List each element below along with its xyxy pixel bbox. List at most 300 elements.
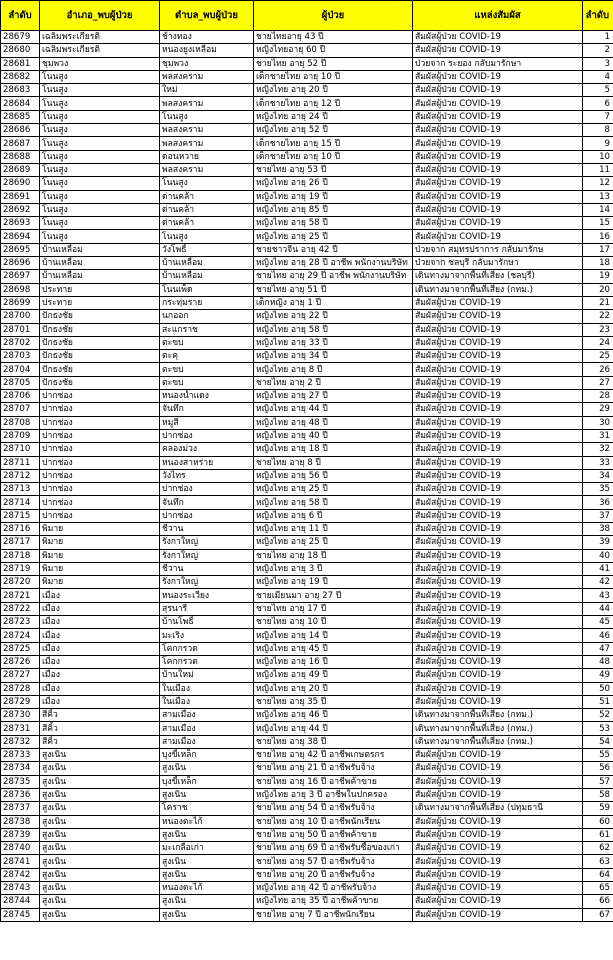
table-row [1,522,613,535]
table-row [1,709,613,722]
cell-source: เดินทางมาจากพื้นที่เสี่ยง (กทม.) [413,722,583,735]
cell-patient: เด็กหญิง อายุ 1 ปี [254,296,413,309]
cell-patient: หญิงไทย อายุ 26 ปี [254,177,413,190]
cell-district: โนนสูง [40,137,160,150]
table-row [1,775,613,788]
cell-patient: เด็กชายไทย อายุ 12 ปี [254,97,413,110]
cell-source: สัมผัสผู้ป่วย COVID-19 [413,403,583,416]
header-order: ลำดับ [583,1,613,31]
cell-subdistrict: รังกาใหญ่ [160,549,254,562]
cell-subdistrict: ใหม่ [160,84,254,97]
cell-source: สัมผัสผู้ป่วย COVID-19 [413,163,583,176]
cell-patient: หญิงไทย อายุ 19 ปี [254,190,413,203]
cell-patient: ชายไทย อายุ 51 ปี [254,283,413,296]
cell-district: สูงเนิน [40,895,160,908]
cell-patient: ชายไทย อายุ 69 ปี อาชีพรับซื้อของเก่า [254,842,413,855]
cell-source: สัมผัสผู้ป่วย COVID-19 [413,855,583,868]
table-body [1,31,613,922]
table-row [1,57,613,70]
cell-patient: หญิงไทย อายุ 58 ปี [254,217,413,230]
cell-case-no: 28744 [1,895,40,908]
cell-order: 26 [583,363,613,376]
cell-subdistrict: สุรนารี [160,602,254,615]
cell-case-no: 28734 [1,762,40,775]
cell-case-no: 28738 [1,815,40,828]
cell-case-no: 28727 [1,669,40,682]
cell-order: 4 [583,70,613,83]
cell-source: สัมผัสผู้ป่วย COVID-19 [413,762,583,775]
cell-case-no: 28719 [1,562,40,575]
cell-order: 47 [583,642,613,655]
cell-case-no: 28696 [1,257,40,270]
cell-case-no: 28703 [1,350,40,363]
cell-district: บ้านเหลื่อม [40,243,160,256]
cell-patient: หญิงไทย อายุ 42 ปี อาชีพรับจ้าง [254,882,413,895]
cell-source: สัมผัสผู้ป่วย COVID-19 [413,469,583,482]
cell-district: ปากช่อง [40,443,160,456]
cell-source: เดินทางมาจากพื้นที่เสี่ยง (กทม.) [413,735,583,748]
cell-patient: หญิงไทยอายุ 60 ปี [254,44,413,57]
table-row [1,217,613,230]
cell-district: โนนสูง [40,163,160,176]
cell-case-no: 28697 [1,270,40,283]
cell-source: เดินทางมาจากพื้นที่เสี่ยง (กทม.) [413,709,583,722]
cell-source: สัมผัสผู้ป่วย COVID-19 [413,124,583,137]
cell-subdistrict: สามเมือง [160,709,254,722]
cell-order: 3 [583,57,613,70]
cell-patient: ชายไทย อายุ 10 ปี อาชีพนักเรียน [254,815,413,828]
cell-patient: ชายไทย อายุ 21 ปี อาชีพรับจ้าง [254,762,413,775]
cell-case-no: 28701 [1,323,40,336]
cell-case-no: 28725 [1,642,40,655]
cell-case-no: 28704 [1,363,40,376]
cell-order: 53 [583,722,613,735]
cell-subdistrict: ด่านคล้า [160,217,254,230]
cell-source: สัมผัสผู้ป่วย COVID-19 [413,310,583,323]
cell-patient: หญิงไทย อายุ 19 ปี [254,576,413,589]
cell-patient: ชายไทย อายุ 54 ปี อาชีพรับจ้าง [254,802,413,815]
cell-subdistrict: หนองระเวียง [160,589,254,602]
cell-source: สัมผัสผู้ป่วย COVID-19 [413,496,583,509]
cell-order: 63 [583,855,613,868]
cell-patient: หญิงไทย อายุ 44 ปี [254,403,413,416]
cell-order: 39 [583,536,613,549]
cell-patient: หญิงไทย อายุ 8 ปี [254,363,413,376]
cell-case-no: 28731 [1,722,40,735]
cell-order: 14 [583,203,613,216]
table-row [1,70,613,83]
cell-district: บ้านเหลื่อม [40,257,160,270]
table-row [1,655,613,668]
cell-patient: ชายไทย อายุ 10 ปี [254,616,413,629]
cell-source: สัมผัสผู้ป่วย COVID-19 [413,536,583,549]
cell-patient: หญิงไทย อายุ 6 ปี [254,509,413,522]
cell-subdistrict: กระทุ่มราย [160,296,254,309]
cell-order: 10 [583,150,613,163]
cell-order: 61 [583,828,613,841]
cell-district: เมือง [40,602,160,615]
cell-order: 34 [583,469,613,482]
cell-district: สูงเนิน [40,749,160,762]
cell-subdistrict: พลสงคราม [160,97,254,110]
table-row [1,296,613,309]
cell-source: สัมผัสผู้ป่วย COVID-19 [413,97,583,110]
cell-order: 17 [583,243,613,256]
cell-source: สัมผัสผู้ป่วย COVID-19 [413,110,583,123]
cell-case-no: 28684 [1,97,40,110]
cell-order: 1 [583,31,613,44]
cell-district: สูงเนิน [40,908,160,921]
cell-case-no: 28685 [1,110,40,123]
cell-case-no: 28711 [1,456,40,469]
cell-order: 52 [583,709,613,722]
cell-district: ปักธงชัย [40,363,160,376]
table-row [1,469,613,482]
cell-case-no: 28721 [1,589,40,602]
cell-patient: หญิงไทย อายุ 33 ปี [254,336,413,349]
table-row [1,257,613,270]
table-row [1,642,613,655]
cell-patient: หญิงไทย อายุ 46 ปี [254,709,413,722]
cell-subdistrict: สูงเนิน [160,855,254,868]
cell-source: สัมผัสผู้ป่วย COVID-19 [413,177,583,190]
cell-patient: ชายเมียนมา อายุ 27 ปี [254,589,413,602]
table-row [1,230,613,243]
cell-case-no: 28699 [1,296,40,309]
cell-patient: หญิงไทย อายุ 56 ปี [254,469,413,482]
cell-order: 13 [583,190,613,203]
table-row [1,496,613,509]
cell-source: สัมผัสผู้ป่วย COVID-19 [413,655,583,668]
cell-district: เมือง [40,669,160,682]
cell-source: สัมผัสผู้ป่วย COVID-19 [413,576,583,589]
cell-source: สัมผัสผู้ป่วย COVID-19 [413,895,583,908]
cell-order: 60 [583,815,613,828]
cell-subdistrict: มะเกลือเก่า [160,842,254,855]
cell-source: สัมผัสผู้ป่วย COVID-19 [413,70,583,83]
table-row [1,788,613,801]
cell-order: 28 [583,390,613,403]
cell-case-no: 28715 [1,509,40,522]
cell-district: ปากช่อง [40,416,160,429]
table-row [1,110,613,123]
cell-case-no: 28718 [1,549,40,562]
cell-case-no: 28698 [1,283,40,296]
cell-subdistrict: สูงเนิน [160,788,254,801]
cell-source: ป่วยจาก ชลบุรี กลับมารักษา [413,257,583,270]
table-row [1,895,613,908]
header-patient: ผู้ป่วย [254,1,413,31]
cell-order: 38 [583,522,613,535]
cell-patient: หญิงไทย อายุ 18 ปี [254,443,413,456]
table-row [1,536,613,549]
cell-subdistrict: ในเมือง [160,695,254,708]
cell-patient: หญิงไทย อายุ 24 ปี [254,110,413,123]
cell-order: 21 [583,296,613,309]
cell-patient: หญิงไทย อายุ 20 ปี [254,682,413,695]
cell-source: สัมผัสผู้ป่วย COVID-19 [413,828,583,841]
table-row [1,842,613,855]
table-row [1,616,613,629]
table-row [1,31,613,44]
cell-source: สัมผัสผู้ป่วย COVID-19 [413,868,583,881]
cell-order: 24 [583,336,613,349]
cell-source: สัมผัสผู้ป่วย COVID-19 [413,842,583,855]
cell-case-no: 28732 [1,735,40,748]
cell-order: 23 [583,323,613,336]
cell-patient: ชายไทย อายุ 2 ปี [254,376,413,389]
cell-patient: หญิงไทย อายุ 3 ปี อาชีพในปกครอง [254,788,413,801]
cell-patient: หญิงไทย อายุ 48 ปี [254,416,413,429]
cell-subdistrict: สะแกราช [160,323,254,336]
table-row [1,443,613,456]
cell-case-no: 28683 [1,84,40,97]
cell-subdistrict: คลองม่วง [160,443,254,456]
cell-source: สัมผัสผู้ป่วย COVID-19 [413,509,583,522]
cell-case-no: 28686 [1,124,40,137]
table-row [1,44,613,57]
cell-patient: หญิงไทย อายุ 85 ปี [254,203,413,216]
cell-subdistrict: สามเมือง [160,735,254,748]
table-row [1,762,613,775]
header-subdistrict: ตำบล_พบผู้ป่วย [160,1,254,31]
cell-patient: หญิงไทย อายุ 35 ปี อาชีพค้าขาย [254,895,413,908]
cell-order: 43 [583,589,613,602]
cell-order: 49 [583,669,613,682]
cell-district: โนนสูง [40,217,160,230]
cell-patient: ชายไทย อายุ 35 ปี [254,695,413,708]
cell-order: 11 [583,163,613,176]
cell-district: ประทาย [40,283,160,296]
cell-patient: เด็กชายไทย อายุ 15 ปี [254,137,413,150]
cell-order: 8 [583,124,613,137]
cell-order: 20 [583,283,613,296]
cell-subdistrict: บ้านเหลื่อม [160,257,254,270]
cell-subdistrict: ตะคุ [160,350,254,363]
table-row [1,483,613,496]
cell-order: 2 [583,44,613,57]
cell-order: 32 [583,443,613,456]
cell-district: เมือง [40,642,160,655]
cell-subdistrict: สูงเนิน [160,895,254,908]
cell-district: เฉลิมพระเกียรติ [40,31,160,44]
cell-source: สัมผัสผู้ป่วย COVID-19 [413,296,583,309]
cell-district: เมือง [40,682,160,695]
cell-order: 40 [583,549,613,562]
cell-subdistrict: รังกาใหญ่ [160,576,254,589]
cell-subdistrict: โนนสูง [160,230,254,243]
cell-source: สัมผัสผู้ป่วย COVID-19 [413,642,583,655]
cell-subdistrict: พลสงคราม [160,137,254,150]
cell-district: ปักธงชัย [40,350,160,363]
cell-district: เมือง [40,616,160,629]
cell-source: สัมผัสผู้ป่วย COVID-19 [413,456,583,469]
cell-case-no: 28694 [1,230,40,243]
cell-source: สัมผัสผู้ป่วย COVID-19 [413,695,583,708]
cell-patient: หญิงไทย อายุ 20 ปี [254,84,413,97]
cell-case-no: 28700 [1,310,40,323]
cell-district: ปักธงชัย [40,310,160,323]
cell-source: สัมผัสผู้ป่วย COVID-19 [413,376,583,389]
cell-order: 42 [583,576,613,589]
cell-patient: หญิงไทย อายุ 28 ปี อาชีพ พนักงานบริษัท [254,257,413,270]
cell-source: สัมผัสผู้ป่วย COVID-19 [413,429,583,442]
cell-patient: ชายไทย อายุ 8 ปี [254,456,413,469]
cell-source: สัมผัสผู้ป่วย COVID-19 [413,190,583,203]
cell-district: สูงเนิน [40,802,160,815]
cell-subdistrict: รังกาใหญ่ [160,536,254,549]
header-district: อำเภอ_พบผู้ป่วย [40,1,160,31]
cell-subdistrict: ปากช่อง [160,483,254,496]
cell-district: โนนสูง [40,150,160,163]
table-row [1,350,613,363]
cell-subdistrict: สูงเนิน [160,908,254,921]
cell-district: สีคิ้ว [40,735,160,748]
cell-patient: หญิงไทย อายุ 11 ปี [254,522,413,535]
cell-source: สัมผัสผู้ป่วย COVID-19 [413,788,583,801]
header-source: แหล่งสัมผัส [413,1,583,31]
cell-case-no: 28740 [1,842,40,855]
table-row [1,336,613,349]
table-row [1,190,613,203]
cell-patient: ชายไทย อายุ 7 ปี อาชีพนักเรียน [254,908,413,921]
cell-order: 6 [583,97,613,110]
cell-district: ปากช่อง [40,456,160,469]
cell-source: สัมผัสผู้ป่วย COVID-19 [413,336,583,349]
cell-district: พิมาย [40,522,160,535]
cell-order: 45 [583,616,613,629]
cell-case-no: 28723 [1,616,40,629]
table-row [1,629,613,642]
cell-case-no: 28717 [1,536,40,549]
cell-patient: ชายไทย อายุ 38 ปี [254,735,413,748]
cell-patient: หญิงไทย อายุ 58 ปี [254,496,413,509]
table-row [1,576,613,589]
cell-case-no: 28692 [1,203,40,216]
cell-subdistrict: วังไทร [160,469,254,482]
cell-order: 62 [583,842,613,855]
cell-case-no: 28712 [1,469,40,482]
cell-subdistrict: หมูสี [160,416,254,429]
table-row [1,310,613,323]
cell-patient: ชายไทย อายุ 18 ปี [254,549,413,562]
cell-district: พิมาย [40,562,160,575]
cell-patient: ชายไทย อายุ 53 ปี [254,163,413,176]
cell-patient: ชายชาวจีน อายุ 42 ปี [254,243,413,256]
cell-district: โนนสูง [40,110,160,123]
cell-order: 48 [583,655,613,668]
table-row [1,802,613,815]
cell-patient: เด็กชายไทย อายุ 10 ปี [254,150,413,163]
table-row [1,682,613,695]
cell-source: สัมผัสผู้ป่วย COVID-19 [413,203,583,216]
cell-case-no: 28680 [1,44,40,57]
cell-subdistrict: สูงเนิน [160,828,254,841]
cell-district: ปากช่อง [40,403,160,416]
cell-district: ปากช่อง [40,390,160,403]
cell-district: ชุมพวง [40,57,160,70]
cell-subdistrict: สูงเนิน [160,762,254,775]
cell-patient: เด็กชายไทย อายุ 10 ปี [254,70,413,83]
cell-order: 27 [583,376,613,389]
cell-subdistrict: ชีวาน [160,522,254,535]
cell-district: โนนสูง [40,230,160,243]
cell-subdistrict: บุงขี้เหล็ก [160,749,254,762]
cell-order: 44 [583,602,613,615]
cell-subdistrict: ปากช่อง [160,509,254,522]
cell-source: สัมผัสผู้ป่วย COVID-19 [413,749,583,762]
cell-source: สัมผัสผู้ป่วย COVID-19 [413,230,583,243]
cell-source: สัมผัสผู้ป่วย COVID-19 [413,150,583,163]
cell-order: 66 [583,895,613,908]
table-row [1,203,613,216]
cell-subdistrict: วังโพธิ์ [160,243,254,256]
table-row [1,855,613,868]
cell-case-no: 28726 [1,655,40,668]
cell-source: เดินทางมาจากพื้นที่เสี่ยง (กทม.) [413,283,583,296]
cell-district: สูงเนิน [40,842,160,855]
cell-case-no: 28714 [1,496,40,509]
table-row [1,390,613,403]
table-row [1,695,613,708]
cell-subdistrict: สูงเนิน [160,868,254,881]
cell-subdistrict: ในเมือง [160,682,254,695]
cell-case-no: 28690 [1,177,40,190]
cell-district: สีคิ้ว [40,709,160,722]
cell-subdistrict: หนองยูงเหลือม [160,44,254,57]
cell-district: พิมาย [40,576,160,589]
table-row [1,150,613,163]
cell-order: 37 [583,509,613,522]
cell-subdistrict: บ้านใหม่ [160,669,254,682]
cell-source: สัมผัสผู้ป่วย COVID-19 [413,363,583,376]
table-row [1,376,613,389]
cell-order: 35 [583,483,613,496]
cell-district: เมือง [40,629,160,642]
cell-case-no: 28743 [1,882,40,895]
cell-patient: ชายไทย อายุ 20 ปี อาชีพรับจ้าง [254,868,413,881]
cell-subdistrict: ตะขบ [160,376,254,389]
cell-subdistrict: โนนสูง [160,110,254,123]
cell-order: 64 [583,868,613,881]
cell-subdistrict: หนองตะไก้ [160,882,254,895]
cell-subdistrict: หนองตะไก้ [160,815,254,828]
cell-order: 18 [583,257,613,270]
cell-district: สูงเนิน [40,775,160,788]
cell-source: สัมผัสผู้ป่วย COVID-19 [413,815,583,828]
cell-subdistrict: ช้างทอง [160,31,254,44]
cell-patient: หญิงไทย อายุ 44 ปี [254,722,413,735]
cell-source: สัมผัสผู้ป่วย COVID-19 [413,602,583,615]
cell-district: โนนสูง [40,203,160,216]
cell-district: ปากช่อง [40,483,160,496]
cell-subdistrict: ตะขบ [160,363,254,376]
cell-order: 33 [583,456,613,469]
cell-case-no: 28681 [1,57,40,70]
cell-case-no: 28695 [1,243,40,256]
cell-subdistrict: โนนสูง [160,177,254,190]
table-row [1,722,613,735]
cell-source: สัมผัสผู้ป่วย COVID-19 [413,443,583,456]
table-row [1,243,613,256]
table-row [1,815,613,828]
cell-source: สัมผัสผู้ป่วย COVID-19 [413,44,583,57]
cell-subdistrict: บ้านเหลื่อม [160,270,254,283]
cell-subdistrict: บุงขี้เหล็ก [160,775,254,788]
cell-patient: ชายไทย อายุ 16 ปี อาชีพค้าขาย [254,775,413,788]
cell-case-no: 28722 [1,602,40,615]
cell-order: 57 [583,775,613,788]
